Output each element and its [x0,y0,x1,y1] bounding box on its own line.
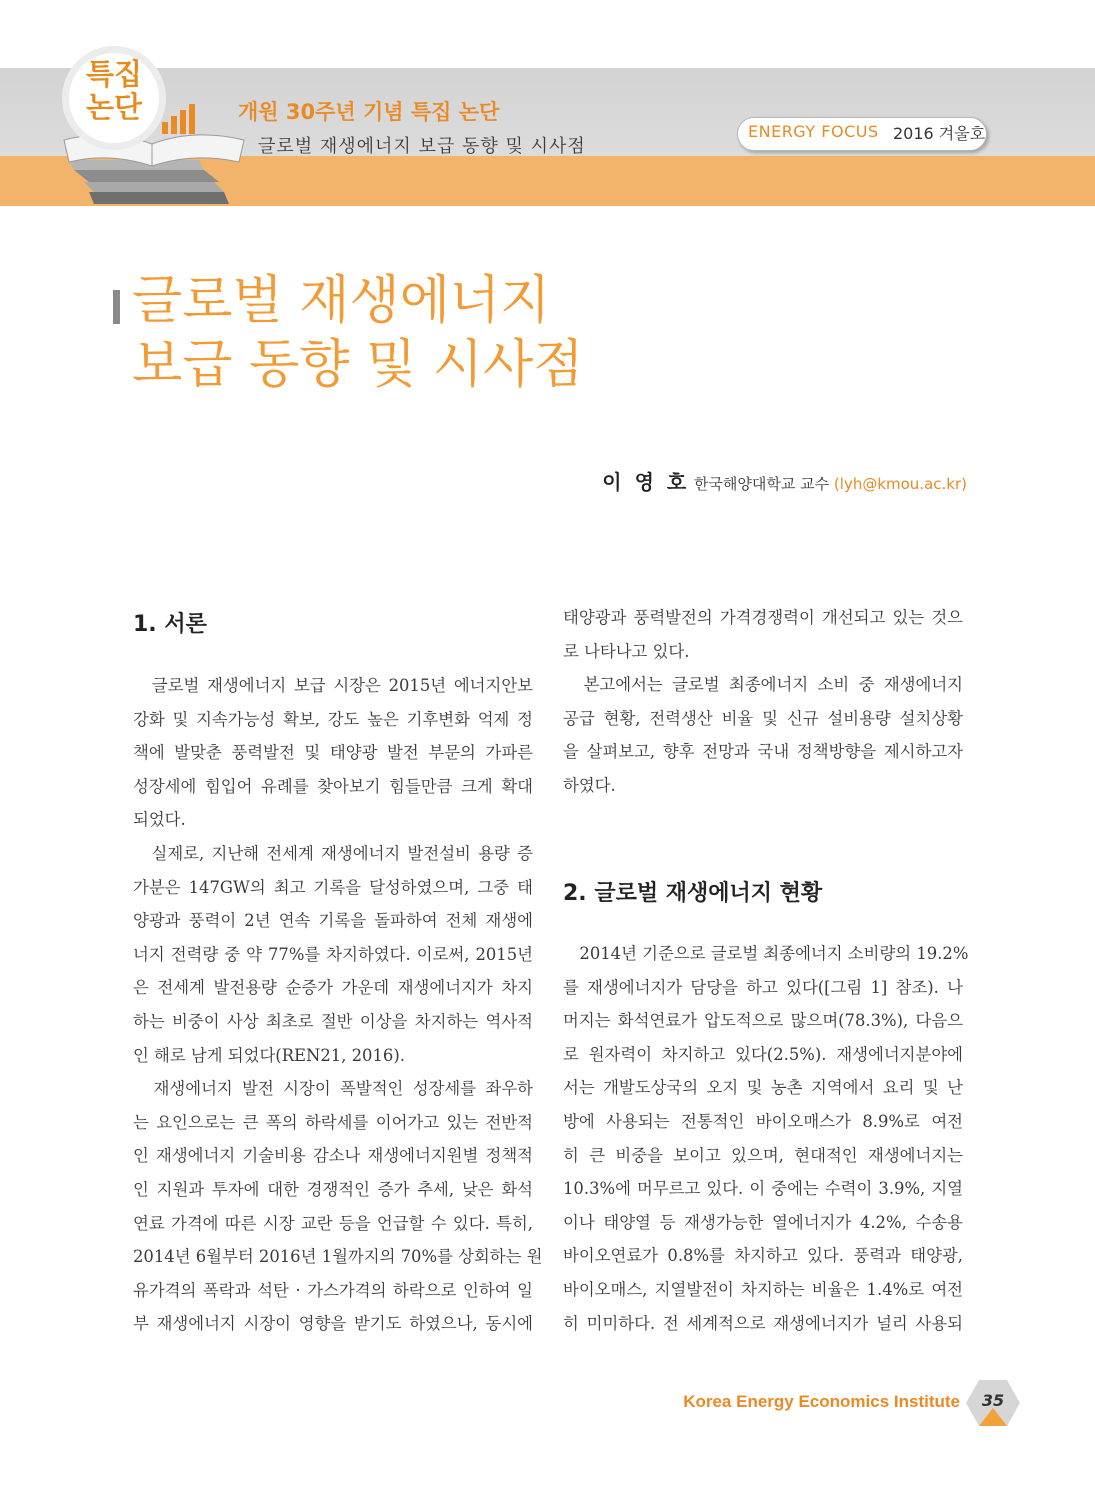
page-number: 35 [981,1391,1005,1410]
author-line [602,466,967,495]
text-line: 히 미미하다. 전 세계적으로 재생에너지가 널리 사용되 [563,1313,963,1333]
title-bar [113,290,120,324]
journal-name: ENERGY FOCUS [748,122,879,141]
text-line: 재생에너지 발전 시장이 폭발적인 성장세를 좌우하 [133,1079,533,1099]
text-line: 강화 및 지속가능성 확보, 강도 높은 기후변화 억제 정 [133,709,533,729]
text-line: 로 원자력이 차지하고 있다(2.5%). 재생에너지분야에 [563,1044,963,1064]
text-line: 가분은 147GW의 최고 기록을 달성하였으며, 그중 태 [133,877,533,897]
text-line: 로 나타나고 있다. [563,641,690,661]
author-affiliation: 한국해양대학교 교수 [693,475,830,493]
text-line: 성장세에 힘입어 유례를 찾아보기 힘들만큼 크게 확대 [133,776,533,796]
text-line: 머지는 화석연료가 압도적으로 많으며(78.3%), 다음으 [563,1011,963,1031]
text-line: 를 재생에너지가 담당을 하고 있다([그림 1] 참조). 나 [563,977,963,997]
text-line: 글로벌 재생에너지 보급 시장은 2015년 에너지안보 [133,676,533,695]
text-line: 실제로, 지난해 전세계 재생에너지 발전설비 용량 증 [133,844,533,863]
text-line: 책에 발맞춘 풍력발전 및 태양광 발전 부문의 가파른 [133,743,533,763]
bar-chart-icon [160,104,200,134]
text-line: 2014년 기준으로 글로벌 최종에너지 소비량의 19.2% [563,944,969,963]
text-line: 은 전세계 발전용량 순증가 가운데 재생에너지가 차지 [133,978,533,998]
text-line: 연료 가격에 따른 시장 교란 등을 언급할 수 있다. 특히, [133,1213,533,1233]
text-line: 부 재생에너지 시장이 영향을 받기도 하였으나, 동시에 [133,1314,533,1334]
text-line: 히 큰 비중을 보이고 있으며, 현대적인 재생에너지는 [563,1145,963,1165]
text-line: 인 지원과 투자에 대한 경쟁적인 증가 추세, 낮은 화석 [133,1180,533,1199]
text-line: 인 재생에너지 기술비용 감소나 재생에너지원별 정책적 [133,1146,533,1166]
article-title-line-1: 글로벌 재생에너지 [132,271,551,331]
section-title-status: 2. 글로벌 재생에너지 현황 [563,881,823,906]
text-line: 인 해로 남게 되었다(REN21, 2016). [133,1045,405,1065]
text-line: 되었다. [133,810,186,830]
author-email: (lyh@kmou.ac.kr) [833,475,967,493]
text-line: 바이오매스, 지열발전이 차지하는 비율은 1.4%로 여전 [563,1280,963,1299]
author-name: 이 영 호 [602,470,690,494]
footer-institute: Korea Energy Economics Institute [683,1392,960,1411]
badge-line-2: 논단 [85,90,143,124]
text-line: 하는 비중이 사상 최초로 절반 이상을 차지하는 역사적 [133,1012,533,1031]
text-line: 서는 개발도상국의 오지 및 농촌 지역에서 요리 및 난 [563,1078,963,1098]
text-line: 2014년 6월부터 2016년 1월까지의 70%를 상회하는 원 [133,1247,543,1267]
article-title-line-2: 보급 동향 및 시사점 [132,335,584,395]
text-line: 바이오연료가 0.8%를 차지하고 있다. 풍력과 태양광, [563,1246,963,1266]
section-title-intro: 1. 서론 [133,612,207,637]
text-line: 본고에서는 글로벌 최종에너지 소비 중 재생에너지 [563,675,963,695]
badge-line-1: 특집 [85,57,143,91]
text-line: 양광과 풍력이 2년 연속 기록을 돌파하여 전체 재생에 [133,911,533,931]
text-line: 하였다. [563,776,616,795]
header-kicker: 개원 30주년 기념 특집 논단 [238,100,500,124]
text-line: 공급 현황, 전력생산 비율 및 신규 설비용량 설치상황 [563,708,963,728]
header-subtitle: 글로벌 재생에너지 보급 동향 및 시사점 [258,136,586,157]
section-badge [66,58,162,124]
text-line: 방에 사용되는 전통적인 바이오매스가 8.9%로 여전 [563,1112,963,1131]
text-line: 태양광과 풍력발전의 가격경쟁력이 개선되고 있는 것으 [563,608,963,627]
text-line: 는 요인으로는 큰 폭의 하락세를 이어가고 있는 전반적 [133,1112,533,1132]
text-line: 이나 태양열 등 재생가능한 열에너지가 4.2%, 수송용 [563,1212,963,1232]
text-line: 너지 전력량 중 약 77%를 차지하였다. 이로써, 2015년 [133,944,533,964]
text-line: 10.3%에 머무르고 있다. 이 중에는 수력이 3.9%, 지열 [563,1179,963,1199]
journal-issue: 2016 겨울호 [893,124,986,143]
text-line: 을 살펴보고, 향후 전망과 국내 정책방향을 제시하고자 [563,742,963,762]
text-line: 유가격의 폭락과 석탄 · 가스가격의 하락으로 인하여 일 [133,1280,533,1300]
